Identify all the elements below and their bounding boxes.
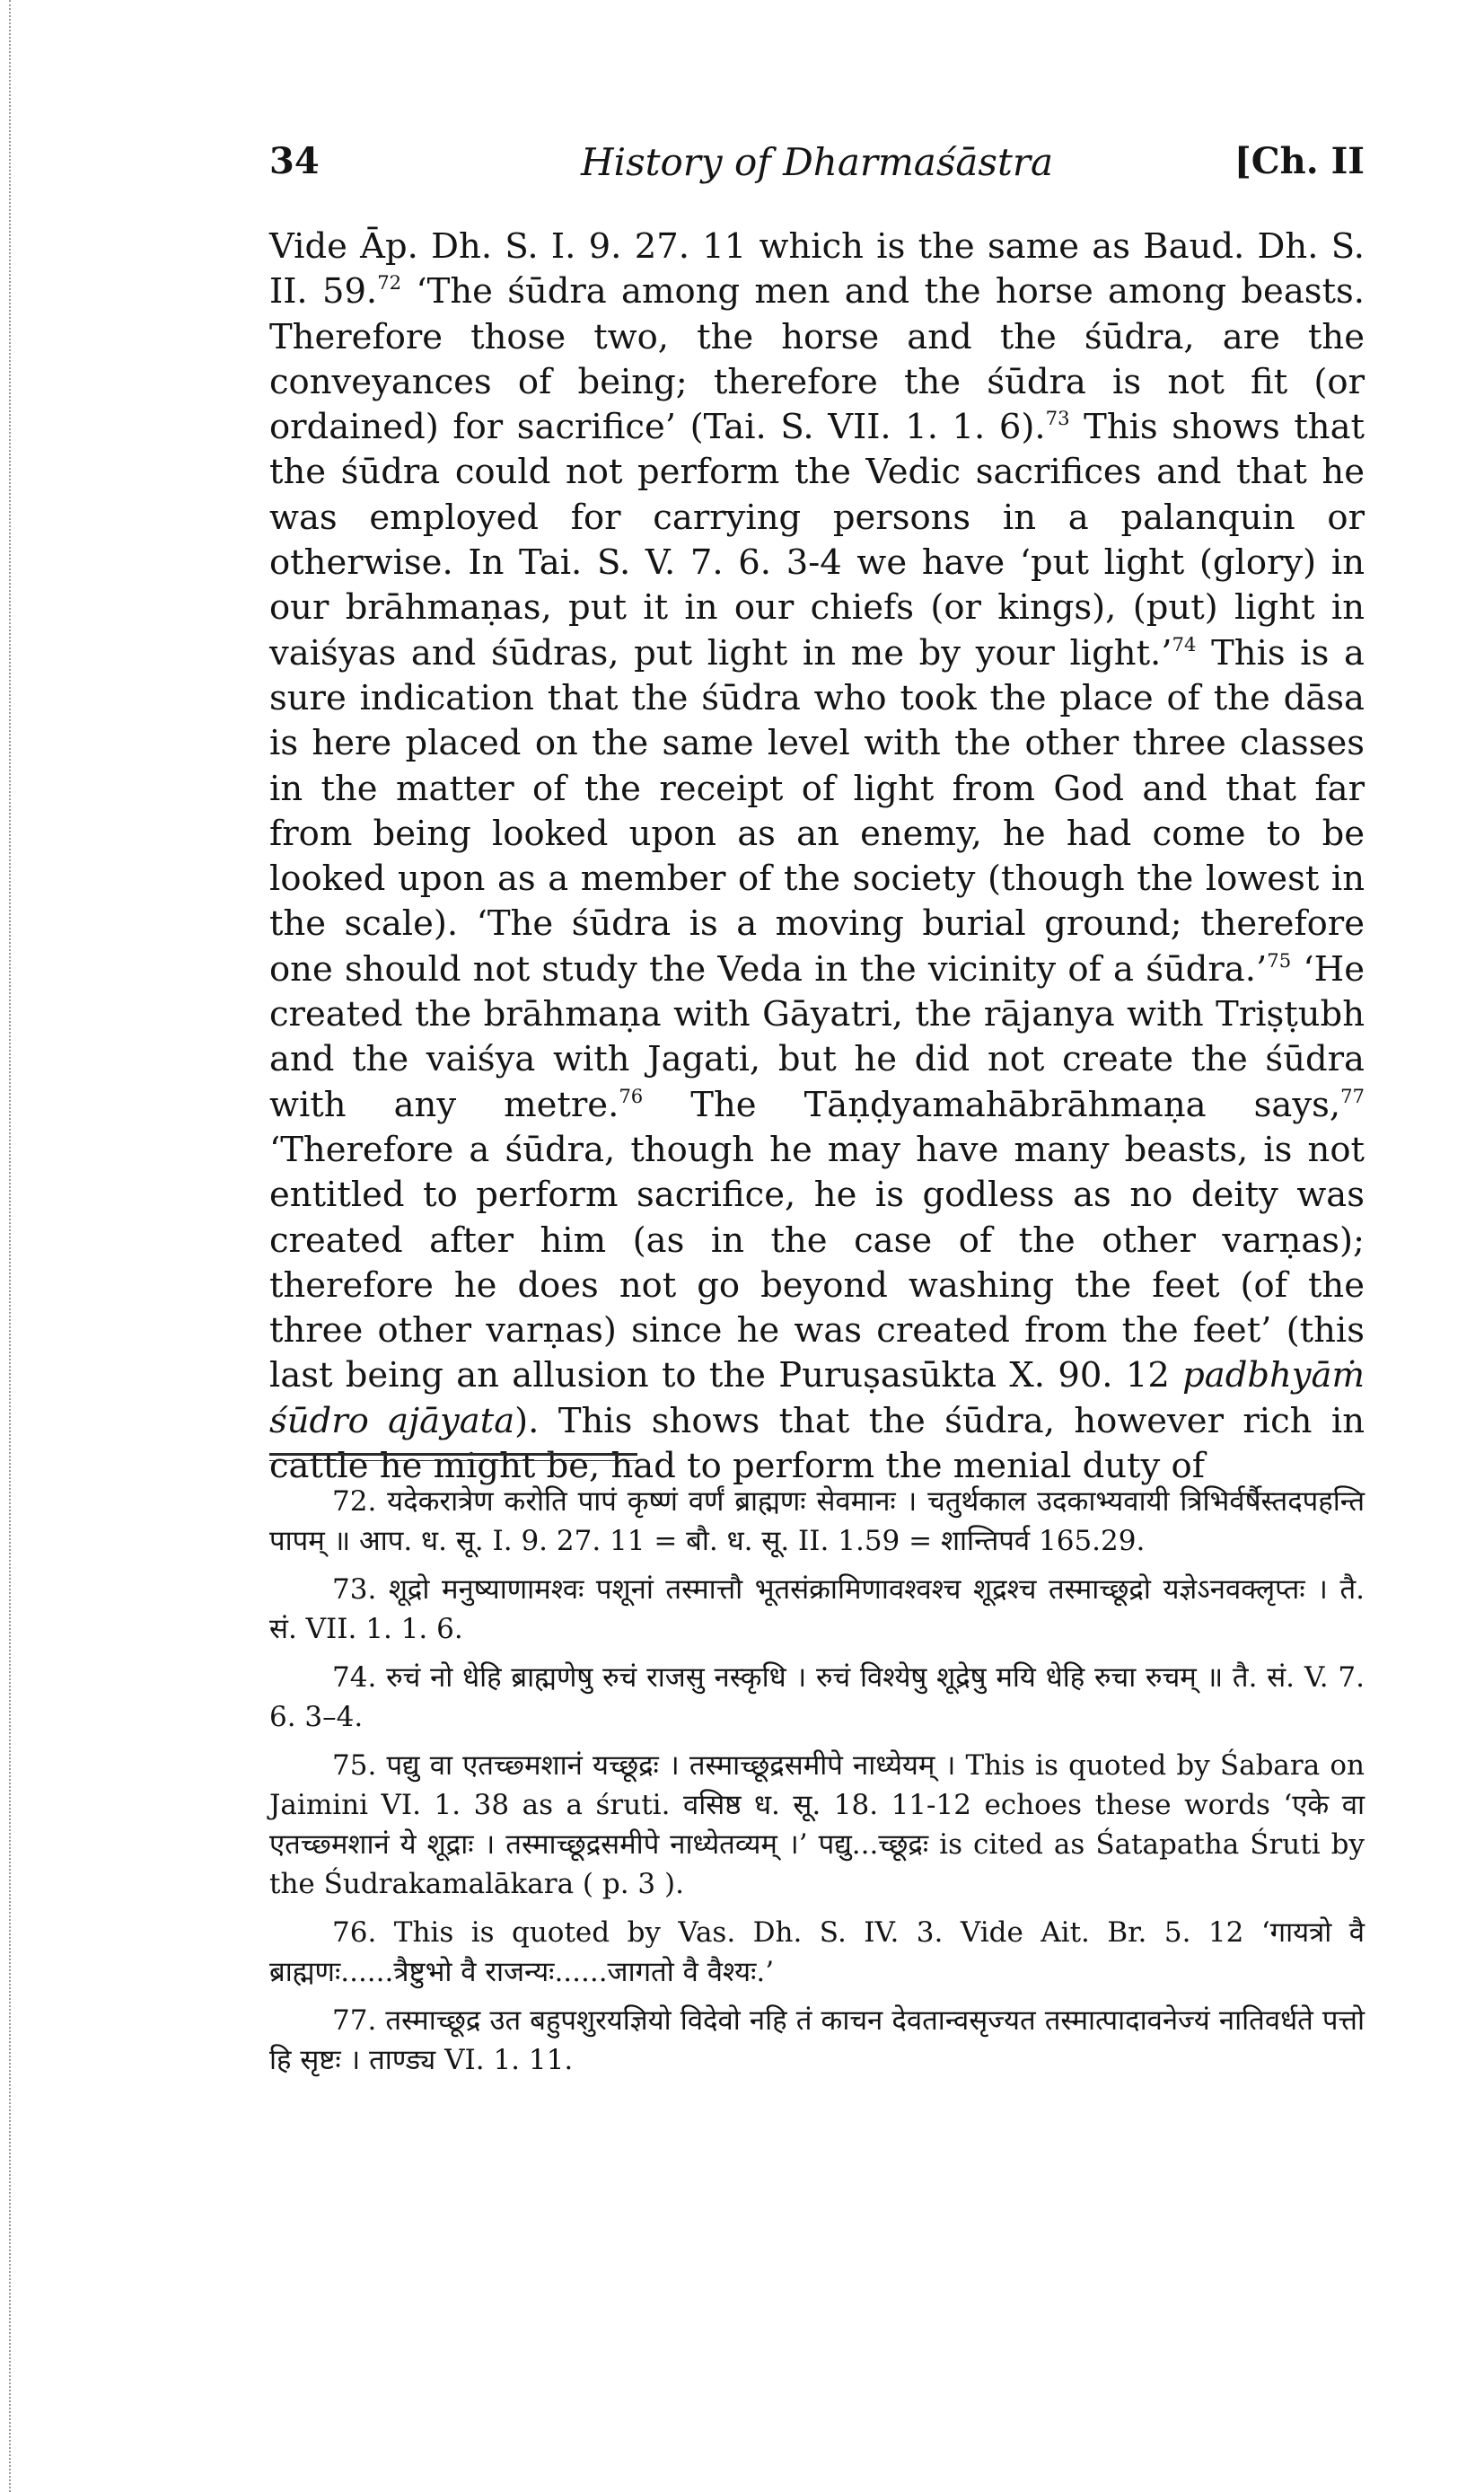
- chapter-label: [Ch. II: [1234, 140, 1365, 182]
- footnote-ref-72: 72: [377, 271, 402, 295]
- footnote-73: 73. शूद्रो मनुष्याणामश्वः पशूनां तस्मात्तौ भूतसंक्रामिणावश्वश्च शूद्रश्च तस्माच्छूद्रो यज्ञेऽनवक्लृप्तः । तै. सं. VII. 1. 1. 6.: [269, 1573, 1365, 1645]
- italic-sanskrit-quote: padbhyāṁ śūdro ajāyata: [269, 1355, 1365, 1441]
- body-paragraph: [269, 225, 1365, 1489]
- footnotes: [269, 1482, 1365, 2089]
- text-segment: ‘Therefore a śūdra, though he may have many beasts, is not entitled to perform sacrifice, he is godless as no deity was created after him (as in the case of the other varṇas); therefore he does not go beyond washing the feet (of the three other varṇas) since he was created from the feet’ (this last being an allusion to the Puruṣasūkta X. 90. 12: [269, 1129, 1365, 1396]
- text-segment: Vide Āp. Dh. S. I. 9. 27. 11 which is the same as Baud. Dh. S. II. 59.: [269, 226, 1365, 313]
- text-segment: This shows that the śūdra could not perform the Vedic sacrifices and that he was employed for carrying persons in a palanquin or otherwise. In Tai. S. V. 7. 6. 3-4 we have ‘put light (glory) in our brāhmaṇas, put it in our chiefs (or kings), (put) light in vaiśyas and śūdras, put light in me by your light.’: [269, 407, 1365, 674]
- page-number: 34: [269, 140, 320, 182]
- footnote-ref-73: 73: [1045, 407, 1070, 430]
- footnote-76: 76. This is quoted by Vas. Dh. S. IV. 3. Vide Ait. Br. 5. 12 ‘गायत्रो वै ब्राह्मणः......त्रैष्टुभो वै राजन्यः......जागतो वै वैश्यः.’: [269, 1916, 1365, 1988]
- text-segment: The Tāṇḍyamahābrāhmaṇa says,: [643, 1084, 1341, 1125]
- footnote-separator-thin: [269, 1460, 637, 1461]
- book-title: History of Dharmaśāstra: [581, 140, 1053, 184]
- text-segment: ‘The śūdra among men and the horse among beasts. Therefore those two, the horse and the śūdra, are the conveyances of being; therefore the śūdra is not fit (or ordained) for sacrifice’ (Tai. S. VII. 1. 1. 6).: [269, 271, 1365, 448]
- footnote-ref-77: 77: [1340, 1084, 1365, 1107]
- footnote-74: 74. रुचं नो धेहि ब्राह्मणेषु रुचं राजसु नस्कृधि । रुचं विश्येषु शूद्रेषु मयि धेहि रुचा रुचम् ॥ तै. सं. V. 7. 6. 3–4.: [269, 1661, 1365, 1733]
- footnote-ref-74: 74: [1172, 632, 1197, 656]
- text-segment: This is a sure indication that the śūdra who took the place of the dāsa is here placed on the same level with the other three classes in the matter of the receipt of light from God and that far from being looked upon as an enemy, he had come to be looked upon as a member of the society (though the lowest in the scale). ‘The śūdra is a moving burial ground; therefore one should not study the Veda in the vicinity of a śūdra.’: [269, 632, 1365, 990]
- running-header: [269, 135, 1365, 198]
- footnote-77: 77. तस्माच्छूद्र उत बहुपशुरयज्ञियो विदेवो नहि तं काचन देवतान्वसृज्यत तस्मात्पादावनेज्यं नातिवर्धते पत्तो हि सृष्टः । ताण्ड्य VI. 1. 11.: [269, 2004, 1365, 2076]
- text-segment: ‘He created the brāhmaṇa with Gāyatri, the rājanya with Triṣṭubh and the vaiśya with Jagati, but he did not create the śūdra with any metre.: [269, 948, 1365, 1125]
- footnote-ref-75: 75: [1267, 948, 1292, 972]
- page-edge-dotted-line: [9, 0, 11, 2492]
- footnote-separator: [269, 1453, 637, 1456]
- text-segment: ). This shows that the śūdra, however rich in cattle he might be, had to perform the menial duty of: [269, 1400, 1365, 1487]
- footnote-ref-76: 76: [619, 1084, 644, 1107]
- main-text: [269, 225, 1365, 1489]
- footnote-75: 75. पद्यु वा एतच्छ्मशानं यच्छूद्रः । तस्माच्छूद्रसमीपे नाध्येयम् । This is quoted by Śabara on Jaimini VI. 1. 38 as a śruti. वसिष्ठ ध. सू. 18. 11-12 echoes these words ‘एके वा एतच्छ्मशानं ये शूद्राः । तस्माच्छूद्रसमीपे नाध्येतव्यम् ।’ पद्यु...च्छूद्रः is cited as Śatapatha Śruti by the Śudrakamalākara ( p. 3 ).: [269, 1749, 1365, 1900]
- footnote-72: 72. यदेकरात्रेण करोति पापं कृष्णं वर्णं ब्राह्मणः सेवमानः । चतुर्थकाल उदकाभ्यवायी त्रिभिर्वर्षैस्तदपहन्ति पापम् ॥ आप. ध. सू. I. 9. 27. 11 = बौ. ध. सू. II. 1.59 = शान्तिपर्व 165.29.: [269, 1485, 1365, 1557]
